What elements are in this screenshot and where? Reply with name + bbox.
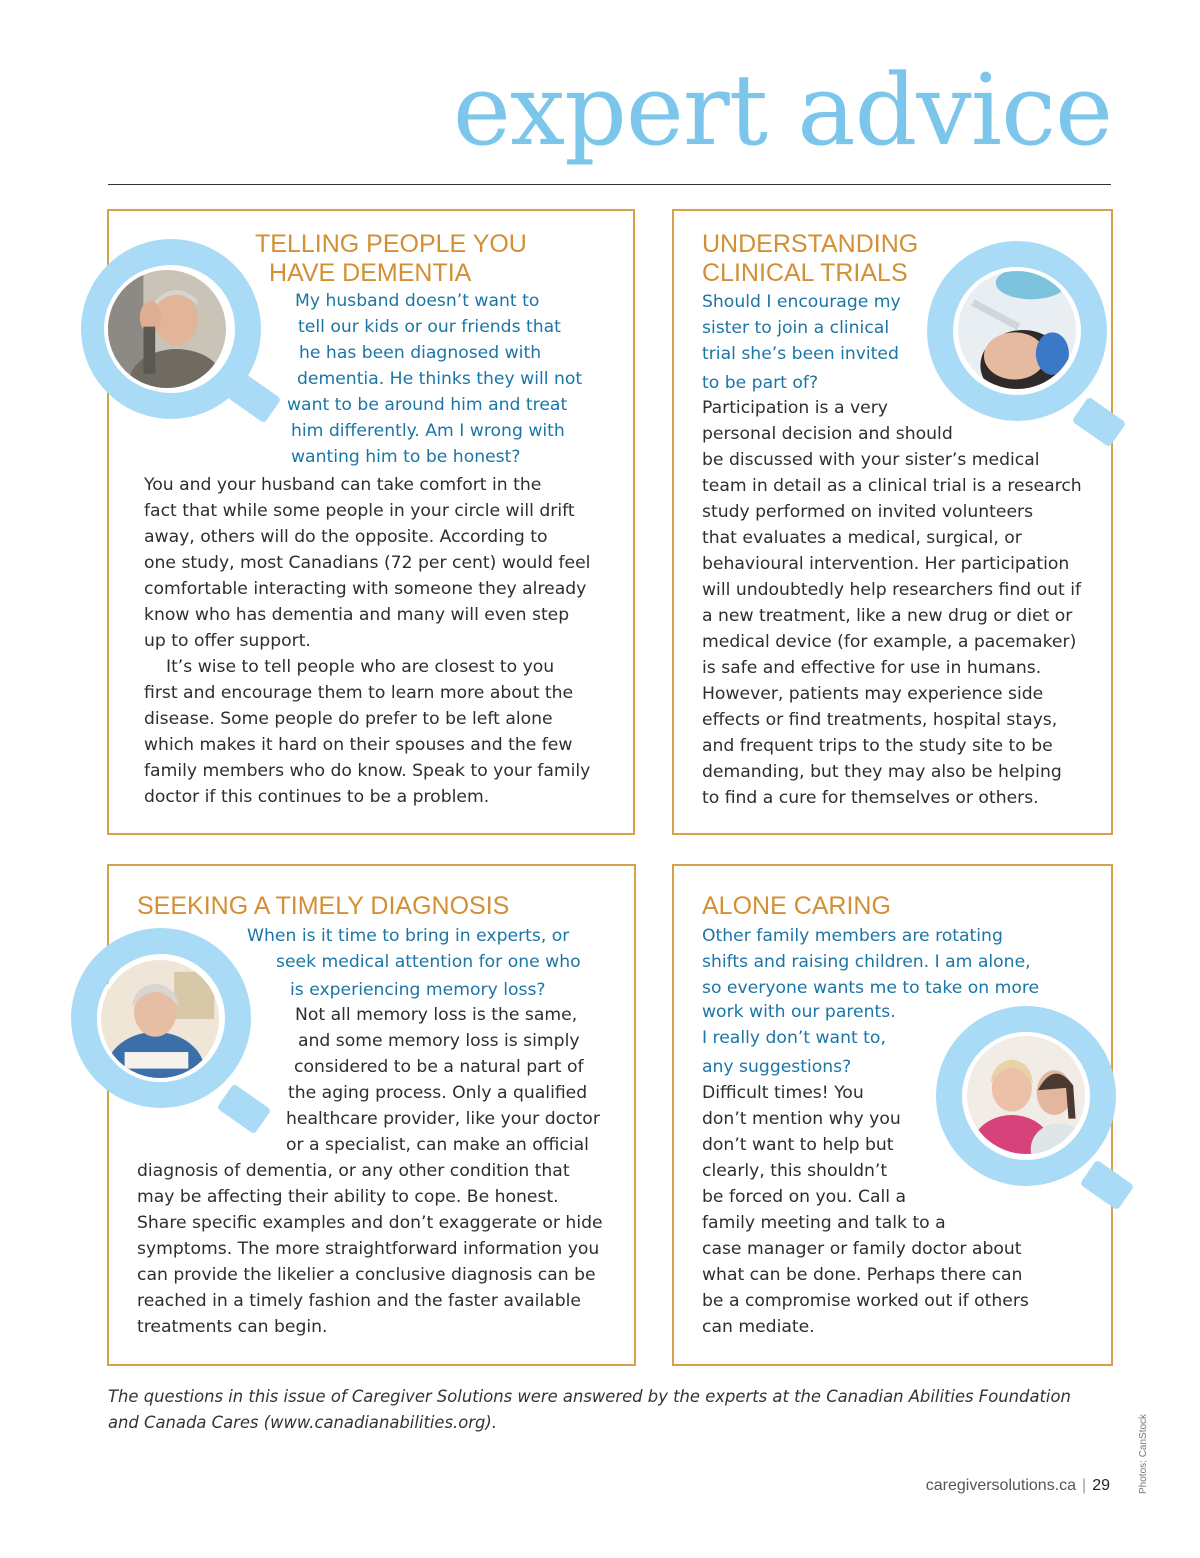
q-photo-older-man-icon [104, 266, 230, 392]
page-title: expert advice [452, 54, 1112, 168]
card-answer: Participation is a very personal decision and should be discussed with your sister’s medical team in detail as a clinical trial is a research study performed on invited volunteers that evaluates a medical, surgical, or behavioural intervention. Her participation will undoubtedly help researchers find out if a new treatment, like a new drug or diet or medical device (for example, a pacemaker) is safe and effective for use in humans. However, patients may experience side effects or find treatments, hospital stays, and frequent trips to the study site to be demanding, but they may also be helping to find a cure for themselves or others. [702, 398, 1082, 808]
card-question: Should I encourage my sister to join a clinical trial she’s been invited to be part of? [702, 292, 901, 393]
site-url: caregiversolutions.ca [925, 1477, 1077, 1494]
answer-paragraph: You and your husband can take comfort in the fact that while some people in your circle will drift away, others will do the opposite. According to one study, most Canadians (72 per cent) would feel comfortable interacting with someone they already know who has dementia and many will even step up to offer support. [144, 475, 591, 651]
card-alone-caring [672, 864, 1113, 1366]
card-heading: ALONE CARING [702, 892, 891, 920]
card-heading: UNDERSTANDING CLINICAL TRIALS [702, 230, 919, 287]
card-question: Other family members are rotating shifts and raising children. I am alone, so everyone wants me to take on more work with our parents. I really don’t want to, any suggestions? [702, 926, 1040, 1077]
card-timely-diagnosis [107, 864, 636, 1366]
footer-separator: | [1082, 1477, 1087, 1494]
card-question: When is it time to bring in experts, or seek medical attention for one who is experiencing memory loss? [247, 926, 581, 1000]
card-answer [144, 472, 590, 810]
card-answer: Difficult times! You don’t mention why you don’t want to help but clearly, this shouldn’t be forced on you. Call a family meeting and talk to a case manager or family doctor about what can be done. Perhaps there can be a compromise worked out if others can mediate. [702, 1083, 1029, 1337]
title-divider [108, 184, 1111, 185]
card-clinical-trials [672, 209, 1113, 835]
page-footer [926, 1477, 1110, 1495]
footer-note: The questions in this issue of Caregiver Solutions were answered by the experts at the Canadian Abilities Foundation and Canada Cares (www.canadianabilities.org). [108, 1387, 1071, 1432]
card-telling-people [107, 209, 635, 835]
card-heading: TELLING PEOPLE YOU HAVE DEMENTIA [255, 230, 527, 287]
card-heading: SEEKING A TIMELY DIAGNOSIS [137, 892, 510, 920]
card-question: My husband doesn’t want to tell our kids or our friends that he has been diagnosed with dementia. He thinks they will not want to be around him and treat him differently. Am I wrong with wanting him to be honest? [287, 291, 583, 467]
answer-paragraph: It’s wise to tell people who are closest to you first and encourage them to learn more about the disease. Some people do prefer to be left alone which makes it hard on their spouses and the few family members who do know. Speak to your family doctor if this continues to be a problem. [144, 657, 591, 807]
q-photo-injection-icon [954, 267, 1080, 393]
photo-credit: Photos: CanStock [1138, 1413, 1149, 1494]
card-answer: Not all memory loss is the same, and some memory loss is simply considered to be a natural part of the aging process. Only a qualified healthcare provider, like your doctor or a specialist, can make an official diagnosis of dementia, or any other condition that may be affecting their ability to cope. Be honest. Share specific examples and don’t exaggerate or hide symptoms. The more straightforward information you can provide the likelier a conclusive diagnosis can be reached in a timely fashion and the faster available treatments can begin. [137, 1005, 603, 1337]
q-tail-decoration [1080, 1160, 1135, 1211]
page-number: 29 [1092, 1477, 1110, 1494]
